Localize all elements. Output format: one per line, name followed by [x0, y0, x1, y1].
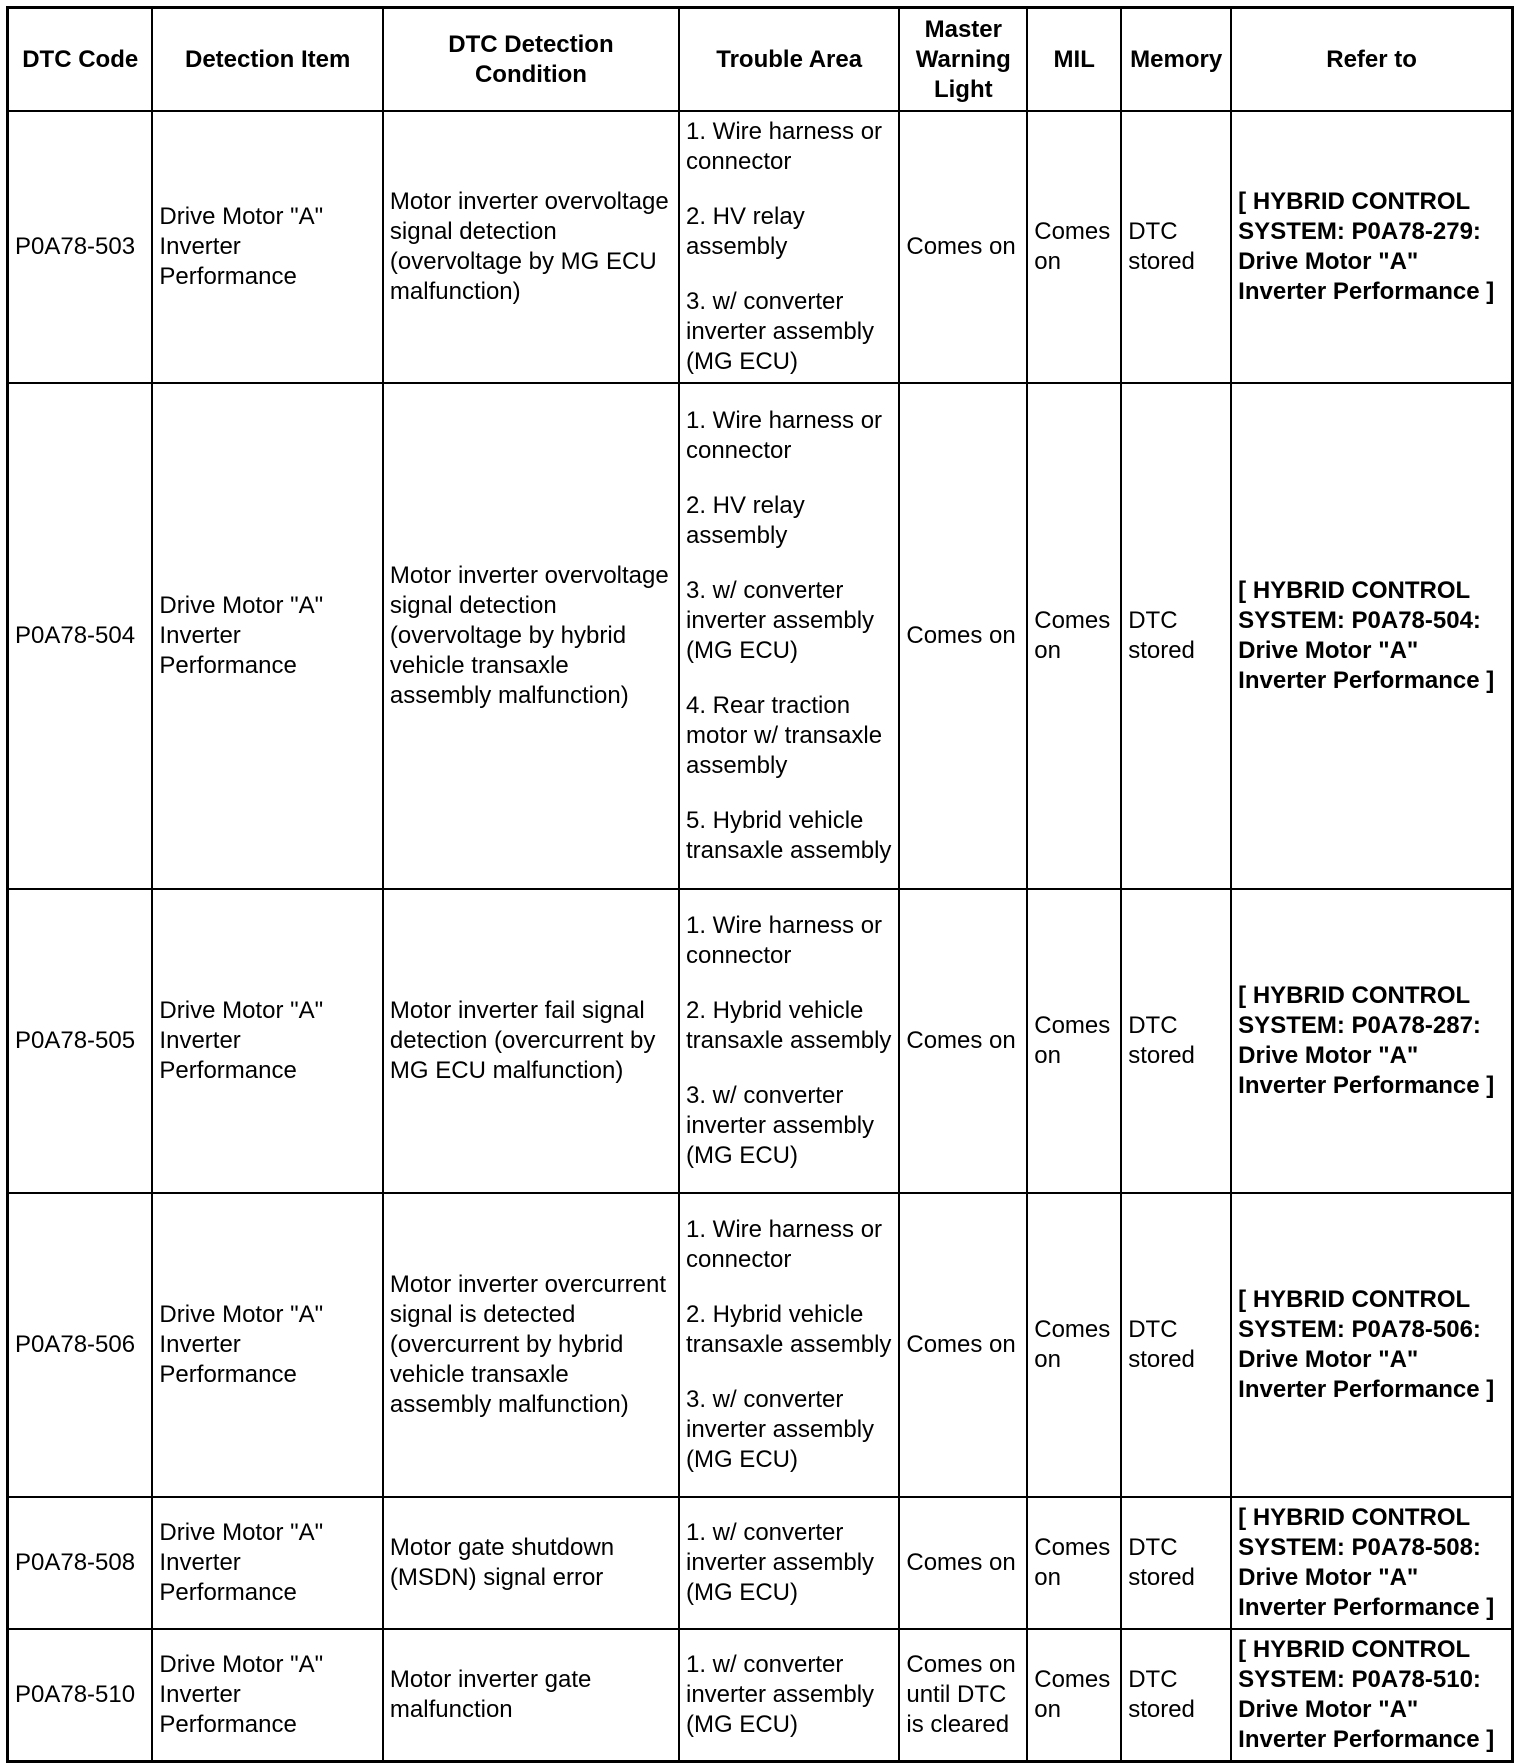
refer-to-link[interactable]: [ HYBRID CONTROL SYSTEM: P0A78-506: Drive Motor "A" Inverter Performance ] [1231, 1193, 1512, 1497]
trouble-area-item: 2. HV relay assembly [685, 492, 805, 549]
table-row [8, 1497, 1513, 1629]
header-detection-condition: DTC Detection Condition [383, 8, 679, 112]
trouble-area-item: 2. HV relay assembly [685, 203, 805, 260]
memory-status: DTC stored [1121, 1193, 1231, 1497]
trouble-area-item: 2. Hybrid vehicle transaxle assembly [685, 1301, 892, 1358]
trouble-area [679, 111, 899, 383]
dtc-code: P0A78-508 [8, 1497, 153, 1629]
header-refer-to: Refer to [1231, 8, 1512, 112]
mil-status: Comes on [1027, 111, 1121, 383]
header-dtc-code: DTC Code [8, 8, 153, 112]
header-master-warning-light: Master Warning Light [899, 8, 1027, 112]
trouble-area-item: 3. w/ converter inverter assembly (MG ECU) [685, 1082, 875, 1169]
mil-status: Comes on [1027, 383, 1121, 889]
detection-item: Drive Motor "A" Inverter Performance [152, 889, 383, 1193]
trouble-area [679, 889, 899, 1193]
detection-item: Drive Motor "A" Inverter Performance [152, 111, 383, 383]
dtc-code: P0A78-510 [8, 1629, 153, 1761]
mil-status: Comes on [1027, 1497, 1121, 1629]
mil-status: Comes on [1027, 1193, 1121, 1497]
master-warning-light: Comes on [899, 1193, 1027, 1497]
trouble-area-item: 1. Wire harness or connector [685, 407, 883, 464]
mil-status: Comes on [1027, 1629, 1121, 1761]
memory-status: DTC stored [1121, 1497, 1231, 1629]
master-warning-light: Comes on [899, 1497, 1027, 1629]
detection-condition: Motor inverter overvoltage signal detection (overvoltage by hybrid vehicle transaxle assembly malfunction) [383, 383, 679, 889]
dtc-code: P0A78-505 [8, 889, 153, 1193]
dtc-code: P0A78-506 [8, 1193, 153, 1497]
header-detection-item: Detection Item [152, 8, 383, 112]
master-warning-light: Comes on [899, 889, 1027, 1193]
trouble-area-item: 5. Hybrid vehicle transaxle assembly [685, 807, 892, 864]
detection-item: Drive Motor "A" Inverter Performance [152, 1497, 383, 1629]
detection-condition: Motor gate shutdown (MSDN) signal error [383, 1497, 679, 1629]
trouble-area-item: 2. Hybrid vehicle transaxle assembly [685, 997, 892, 1054]
detection-condition: Motor inverter gate malfunction [383, 1629, 679, 1761]
trouble-area-item: 1. w/ converter inverter assembly (MG ECU) [685, 1650, 875, 1738]
table-row [8, 1193, 1513, 1497]
memory-status: DTC stored [1121, 1629, 1231, 1761]
trouble-area-item: 3. w/ converter inverter assembly (MG ECU) [685, 288, 875, 375]
detection-condition: Motor inverter overvoltage signal detection (overvoltage by MG ECU malfunction) [383, 111, 679, 383]
trouble-area-item: 1. Wire harness or connector [685, 118, 883, 175]
dtc-table [6, 6, 1514, 1763]
refer-to-link[interactable]: [ HYBRID CONTROL SYSTEM: P0A78-279: Drive Motor "A" Inverter Performance ] [1231, 111, 1512, 383]
master-warning-light: Comes on until DTC is cleared [899, 1629, 1027, 1761]
trouble-area-item: 3. w/ converter inverter assembly (MG ECU) [685, 577, 875, 664]
table-row [8, 889, 1513, 1193]
trouble-area-item: 1. Wire harness or connector [685, 1216, 883, 1273]
trouble-area-item: 1. Wire harness or connector [685, 912, 883, 969]
header-trouble-area: Trouble Area [679, 8, 899, 112]
trouble-area-item: 4. Rear traction motor w/ transaxle assembly [685, 692, 883, 779]
dtc-code: P0A78-503 [8, 111, 153, 383]
trouble-area-item: 3. w/ converter inverter assembly (MG ECU) [685, 1386, 875, 1473]
detection-condition: Motor inverter overcurrent signal is detected (overcurrent by hybrid vehicle transaxle assembly malfunction) [383, 1193, 679, 1497]
master-warning-light: Comes on [899, 383, 1027, 889]
trouble-area [679, 383, 899, 889]
detection-item: Drive Motor "A" Inverter Performance [152, 383, 383, 889]
trouble-area [679, 1629, 899, 1761]
header-mil: MIL [1027, 8, 1121, 112]
table-row [8, 1629, 1513, 1761]
table-row [8, 383, 1513, 889]
refer-to-link[interactable]: [ HYBRID CONTROL SYSTEM: P0A78-287: Drive Motor "A" Inverter Performance ] [1231, 889, 1512, 1193]
memory-status: DTC stored [1121, 111, 1231, 383]
detection-item: Drive Motor "A" Inverter Performance [152, 1629, 383, 1761]
memory-status: DTC stored [1121, 383, 1231, 889]
refer-to-link[interactable]: [ HYBRID CONTROL SYSTEM: P0A78-510: Drive Motor "A" Inverter Performance ] [1231, 1629, 1512, 1761]
refer-to-link[interactable]: [ HYBRID CONTROL SYSTEM: P0A78-508: Drive Motor "A" Inverter Performance ] [1231, 1497, 1512, 1629]
master-warning-light: Comes on [899, 111, 1027, 383]
table-row [8, 111, 1513, 383]
detection-item: Drive Motor "A" Inverter Performance [152, 1193, 383, 1497]
trouble-area [679, 1193, 899, 1497]
dtc-code: P0A78-504 [8, 383, 153, 889]
mil-status: Comes on [1027, 889, 1121, 1193]
memory-status: DTC stored [1121, 889, 1231, 1193]
refer-to-link[interactable]: [ HYBRID CONTROL SYSTEM: P0A78-504: Drive Motor "A" Inverter Performance ] [1231, 383, 1512, 889]
trouble-area [679, 1497, 899, 1629]
header-memory: Memory [1121, 8, 1231, 112]
trouble-area-item: 1. w/ converter inverter assembly (MG ECU) [685, 1519, 875, 1606]
header-row [8, 8, 1513, 112]
detection-condition: Motor inverter fail signal detection (overcurrent by MG ECU malfunction) [383, 889, 679, 1193]
